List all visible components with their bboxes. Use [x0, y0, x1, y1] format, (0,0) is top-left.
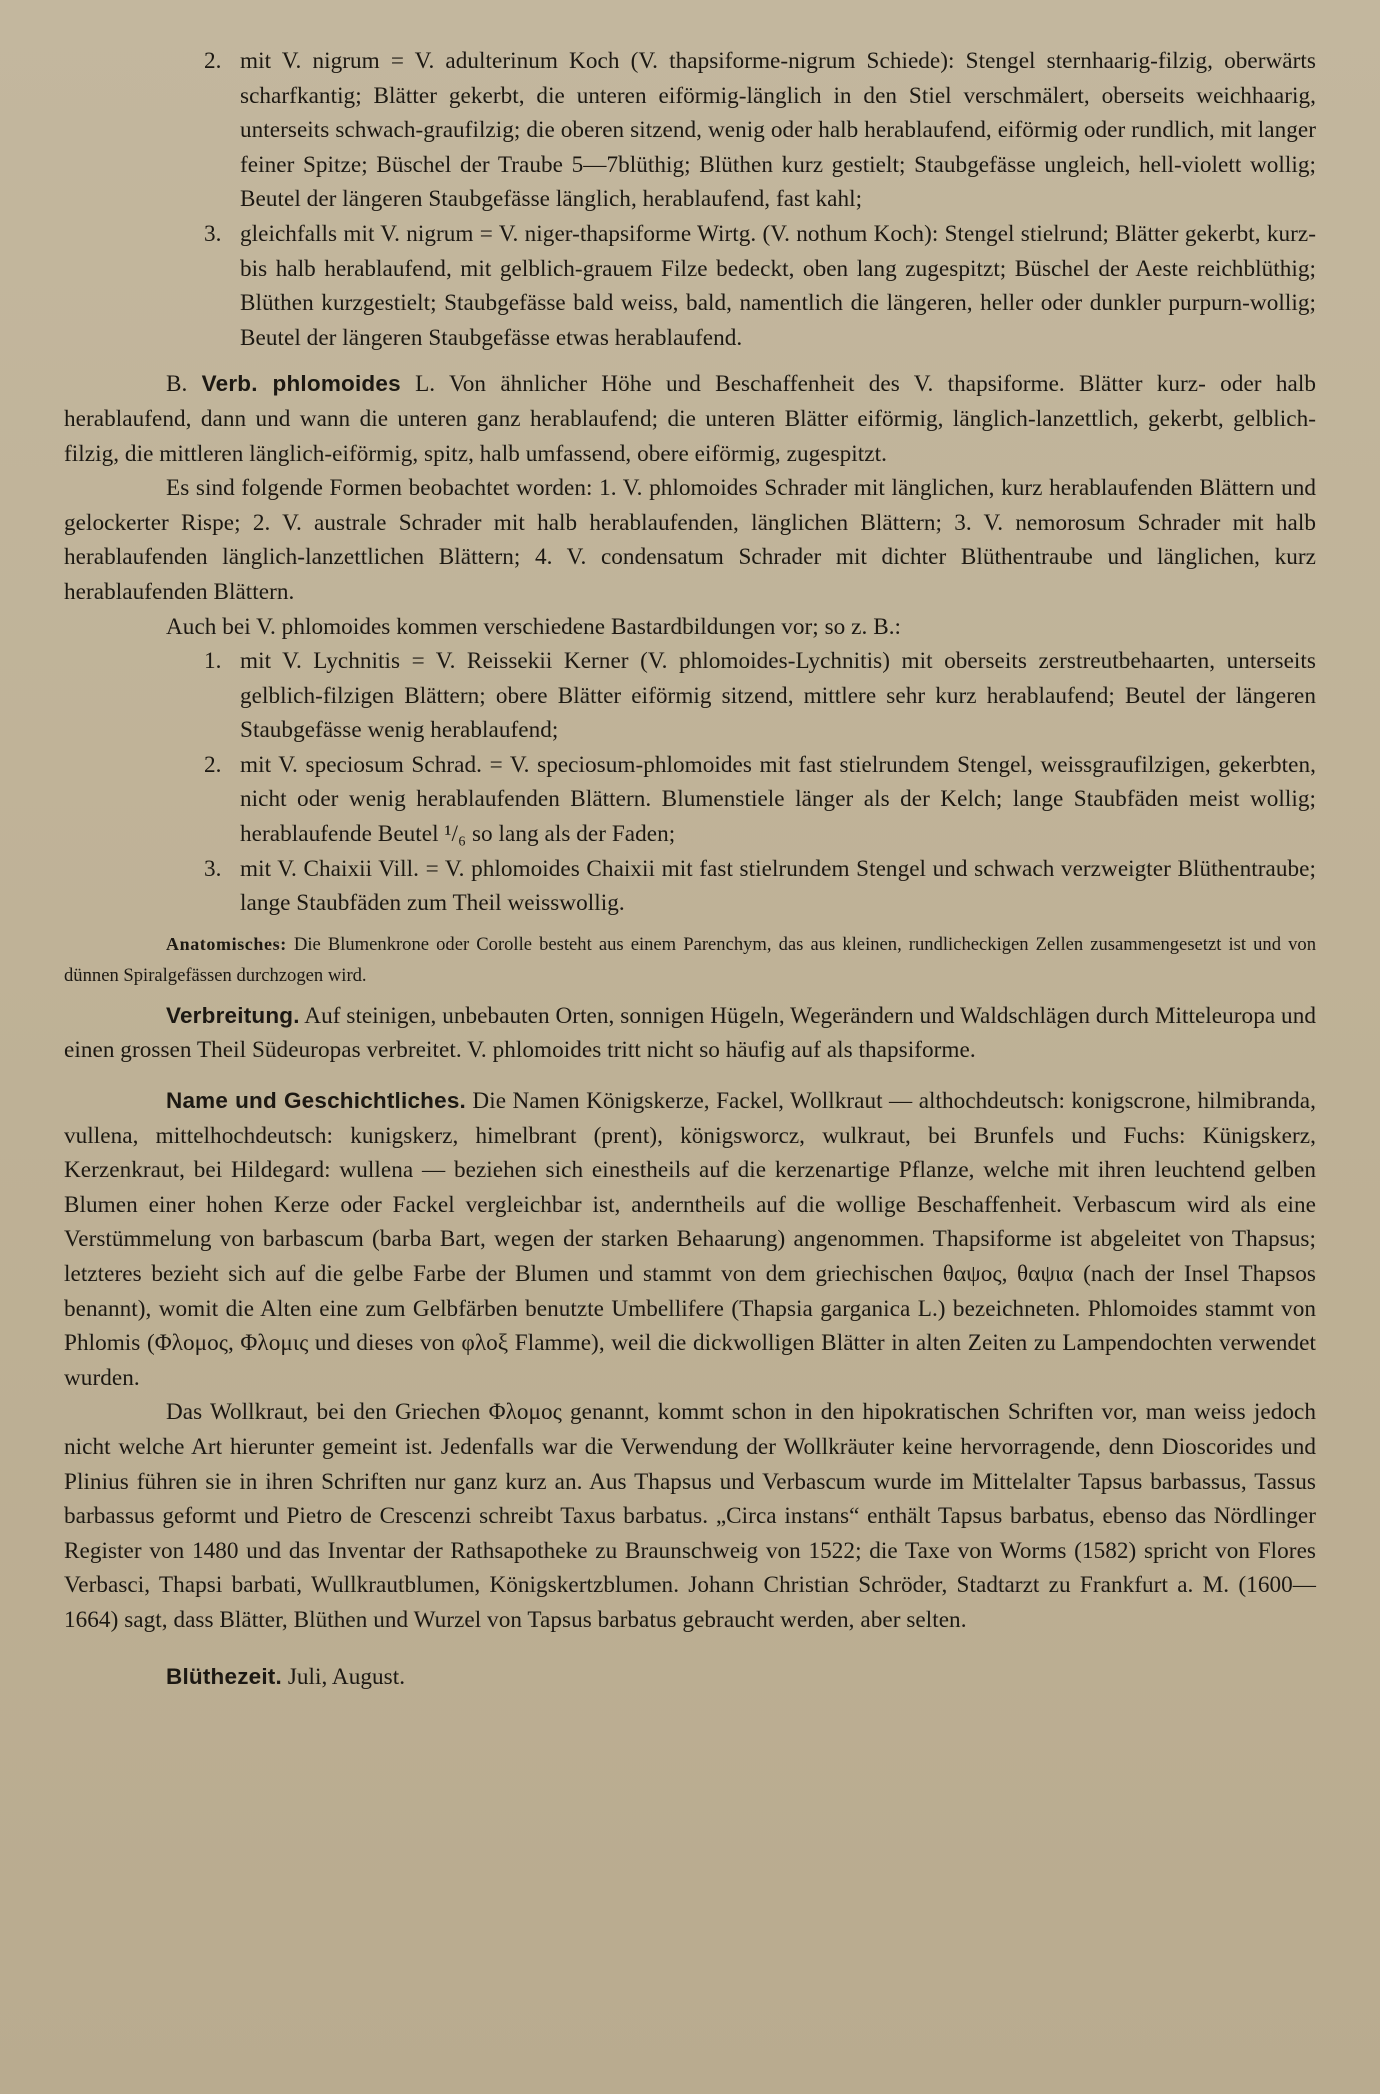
item-text: mit V. speciosum Schrad. = V. speciosum-phlomoides mit fast stielrundem Stengel, weissgraufilzigen, gekerbten, nicht oder wenig herablaufenden Blättern. Blumenstiele länger als der Kelch; lange Staubfäden meist wollig; herablaufende Beutel ¹/₆ so lang als der Faden; [240, 751, 1316, 848]
verbreitung-heading: Verbreitung. [166, 1002, 300, 1028]
item-text: mit V. nigrum = V. adulterinum Koch (V. thapsiforme-nigrum Schiede): Stengel sternhaarig-filzig, oberwärts scharfkantig; Blätter gekerbt, die unteren eiförmig-länglich in den Stiel verschmälert, oberseits weichhaarig, unterseits schwach-graufilzig; die oberen sitzend, wenig oder halb herablaufend, eiförmig oder rundlich, mit langer feiner Spitze; Büschel der Traube 5—7blüthig; Blüthen kurz gestielt; Staubgefässe ungleich, hell-violett wollig; Beutel der längeren Staubgefässe länglich, herablaufend, fast kahl; [240, 48, 1316, 213]
anatomisches-paragraph [64, 929, 1316, 991]
anatomisches-label: Anatomisches: [166, 933, 287, 954]
name-text: Die Namen Königskerze, Fackel, Wollkraut — althochdeutsch: konigscrone, hilmibranda, vullena, mittelhochdeutsch: kunigskerz, himelbrant (prent), königsworcz, wulkraut, bei Brunfels und Fuchs: Künigskerz, Kerzenkraut, bei Hildegard: wullena — beziehen sich einestheils auf die kerzenartige Pflanze, welche mit ihren leuchtend gelben Blumen einer hohen Kerze oder Fackel vergleichbar ist, anderntheils auf die wollige Beschaffenheit. Verbascum wird als eine Verstümmelung von barbascum (barba Bart, wegen der starken Behaarung) angenommen. Thapsiforme ist abgeleitet von Thapsus; letzteres bezieht sich auf die gelbe Farbe der Blumen und stammt von dem griechischen θαψος, θαψια (nach der Insel Thapsos benannt), womit die Alten eine zum Gelbfärben benutzte Umbellifere (Thapsia garganica L.) bezeichneten. Phlomoides stammt von Phlomis (Φλομος, Φλομις und dieses von φλοξ Flamme), weil die dickwolligen Blätter in alten Zeiten zu Lampendochten verwendet wurden. [64, 1088, 1316, 1391]
wollkraut-paragraph: Das Wollkraut, bei den Griechen Φλομος genannt, kommt schon in den hipokratischen Schriften vor, man weiss jedoch nicht welche Art hierunter gemeint ist. Jedenfalls war die Verwendung der Wollkräuter keine hervorragende, denn Dioscorides und Plinius führen sie in ihren Schriften nur ganz kurz an. Aus Thapsus und Verbascum wurde im Mittelalter Tapsus barbassus, Tassus barbassus geformt und Pietro de Crescenzi schreibt Taxus barbatus. „Circa instans“ enthält Tapsus barbatus, ebenso das Nördlinger Register von 1480 und das Inventar der Rathsapotheke zu Braunschweig von 1522; die Taxe von Worms (1582) spricht von Flores Verbasci, Thapsi barbati, Wullkrautblumen, Königskertzblumen. Johann Christian Schröder, Stadtarzt zu Frankfurt a. M. (1600—1664) sagt, dass Blätter, Blüthen und Wurzel von Tapsus barbatus gebraucht werden, aber selten. [64, 1399, 1316, 1633]
bluethezeit-paragraph [64, 1660, 1316, 1695]
name-heading: Name und Geschichtliches. [166, 1088, 466, 1114]
item-number: 2. [204, 48, 222, 74]
anatomisches-text: Die Blumenkrone oder Corolle besteht aus einem Parenchym, das aus kleinen, rundlicheckigen Zellen zusammengesetzt ist und von dünnen Spiralgefässen durchzogen wird. [64, 933, 1316, 986]
section-b-text: L. Von ähnlicher Höhe und Beschaffenheit des V. thapsiforme. Blätter kurz- oder halb herablaufend, dann und wann die unteren ganz herablaufend; die unteren Blätter eiförmig, länglich-lanzettlich, gekerbt, gelblich-filzig, die mittleren länglich-eiförmig, spitz, halb umfassend, obere eiförmig, zugespitzt. [64, 371, 1316, 467]
bastard-intro-paragraph: Auch bei V. phlomoides kommen verschiedene Bastardbildungen vor; so z. B.: [166, 613, 902, 640]
bluethezeit-text: Juli, August. [287, 1663, 406, 1690]
verbreitung-text: Auf steinigen, unbebauten Orten, sonnigen Hügeln, Wegerändern und Waldschlägen durch Mitteleuropa und einen grossen Theil Südeuropas verbreitet. V. phlomoides tritt nicht so häufig auf als thapsiforme. [64, 1002, 1316, 1064]
verbreitung-paragraph [64, 999, 1316, 1068]
hybrid-list-item [204, 748, 1316, 852]
item-number: 1. [204, 648, 222, 675]
item-text: gleichfalls mit V. nigrum = V. niger-thapsiforme Wirtg. (V. nothum Koch): Stengel stielrund; Blätter gekerbt, kurz- bis halb herablaufend, mit gelblich-grauem Filze bedeckt, oben lang zugespitzt; Büschel der Aeste reichblüthig; Blüthen kurzgestielt; Staubgefässe bald weiss, bald, namentlich die längeren, heller oder dunkler purpurn-wollig; Beutel der längeren Staubgefässe etwas herablaufend. [240, 220, 1316, 351]
item-text: mit V. Lychnitis = V. Reissekii Kerner (V. phlomoides-Lychnitis) mit oberseits zerstreutbehaarten, unterseits gelblich-filzigen Blättern; obere Blätter eiförmig sitzend, mittlere sehr kurz herablaufend; Beutel der längeren Staubgefässe wenig herablaufend; [240, 648, 1316, 744]
item-number: 3. [204, 220, 222, 247]
item-number: 2. [204, 751, 222, 778]
bluethezeit-heading: Blüthezeit. [166, 1663, 282, 1689]
hybrid-list-item [204, 44, 1316, 217]
hybrid-list-item [204, 217, 1316, 355]
hybrid-list-item [204, 852, 1316, 921]
section-b-paragraph [64, 367, 1316, 471]
item-text: mit V. Chaixii Vill. = V. phlomoides Chaixii mit fast stielrundem Stengel und schwach verzweigter Blüthentraube; lange Staubfäden zum Theil weisswollig. [240, 855, 1316, 917]
name-paragraph [64, 1084, 1316, 1395]
section-b-heading: Verb. phlomoides [201, 371, 401, 397]
hybrid-list-item [204, 644, 1316, 748]
item-number: 3. [204, 855, 222, 882]
forms-paragraph: Es sind folgende Formen beobachtet worden: 1. V. phlomoides Schrader mit länglichen, kurz herablaufenden Blättern und gelockerter Rispe; 2. V. australe Schrader mit halb herablaufenden, länglichen Blättern; 3. V. nemorosum Schrader mit halb herablaufenden länglich-lanzettlichen Blättern; 4. V. condensatum Schrader mit dichter Blüthentraube und länglichen, kurz herablaufenden Blättern. [64, 475, 1316, 605]
section-b-prefix: B. [166, 371, 188, 398]
